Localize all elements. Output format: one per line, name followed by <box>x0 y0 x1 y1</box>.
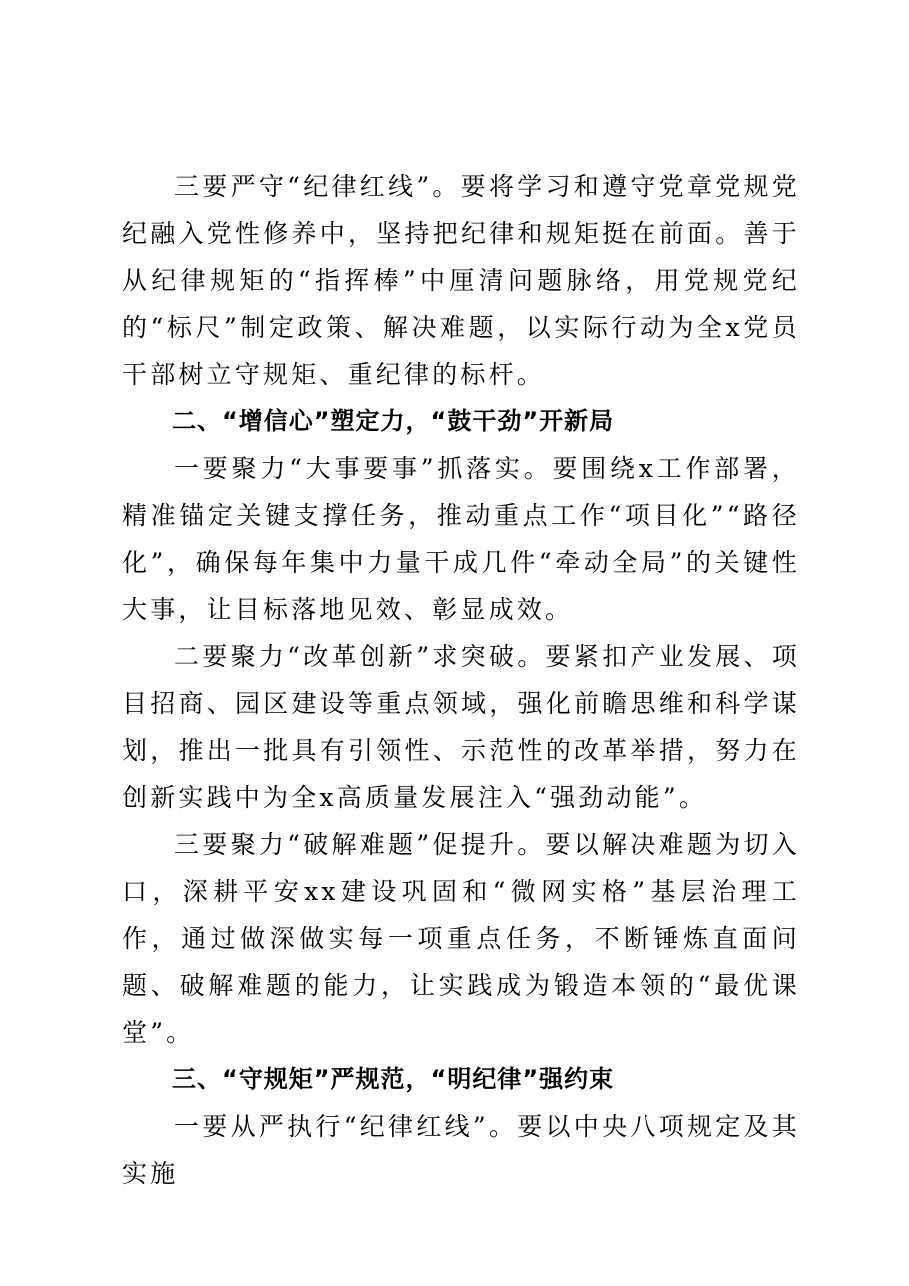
paragraph-strict-enforcement: 一要从严执行“纪律红线”。要以中央八项规定及其实施 <box>122 1112 800 1188</box>
section-heading-2: 二、“增信心”塑定力，“鼓干劲”开新局 <box>172 407 615 435</box>
paragraph-reform-innovation: 二要聚力“改革创新”求突破。要紧扣产业发展、项目招商、园区建设等重点领域，强化前瞻思维和科学谋划，推出一批具有引领性、示范性的改革举措，努力在创新实践中为全x高质量发展注入“强劲动能”。 <box>122 642 800 812</box>
paragraph-discipline-redline: 三要严守“纪律红线”。要将学习和遵守党章党规党纪融入党性修养中，坚持把纪律和规矩挺在前面。善于从纪律规矩的“指挥棒”中厘清问题脉络，用党规党纪的“标尺”制定政策、解决难题，以实际行动为全x党员干部树立守规矩、重纪律的标杆。 <box>122 172 800 389</box>
paragraph-major-tasks: 一要聚力“大事要事”抓落实。要围绕x工作部署，精准锚定关键支撑任务，推动重点工作“项目化”“路径化”，确保每年集中力量干成几件“牵动全局”的关键性大事，让目标落地见效、彰显成效。 <box>122 454 800 624</box>
paragraph-solve-problems: 三要聚力“破解难题”促提升。要以解决难题为切入口，深耕平安xx建设巩固和“微网实格”基层治理工作，通过做深做实每一项重点任务，不断锤炼直面问题、破解难题的能力，让实践成为锻造本领的“最优课堂”。 <box>122 830 800 1047</box>
section-heading-3: 三、“守规矩”严规范，“明纪律”强约束 <box>172 1065 615 1093</box>
document-body <box>122 163 800 1197</box>
